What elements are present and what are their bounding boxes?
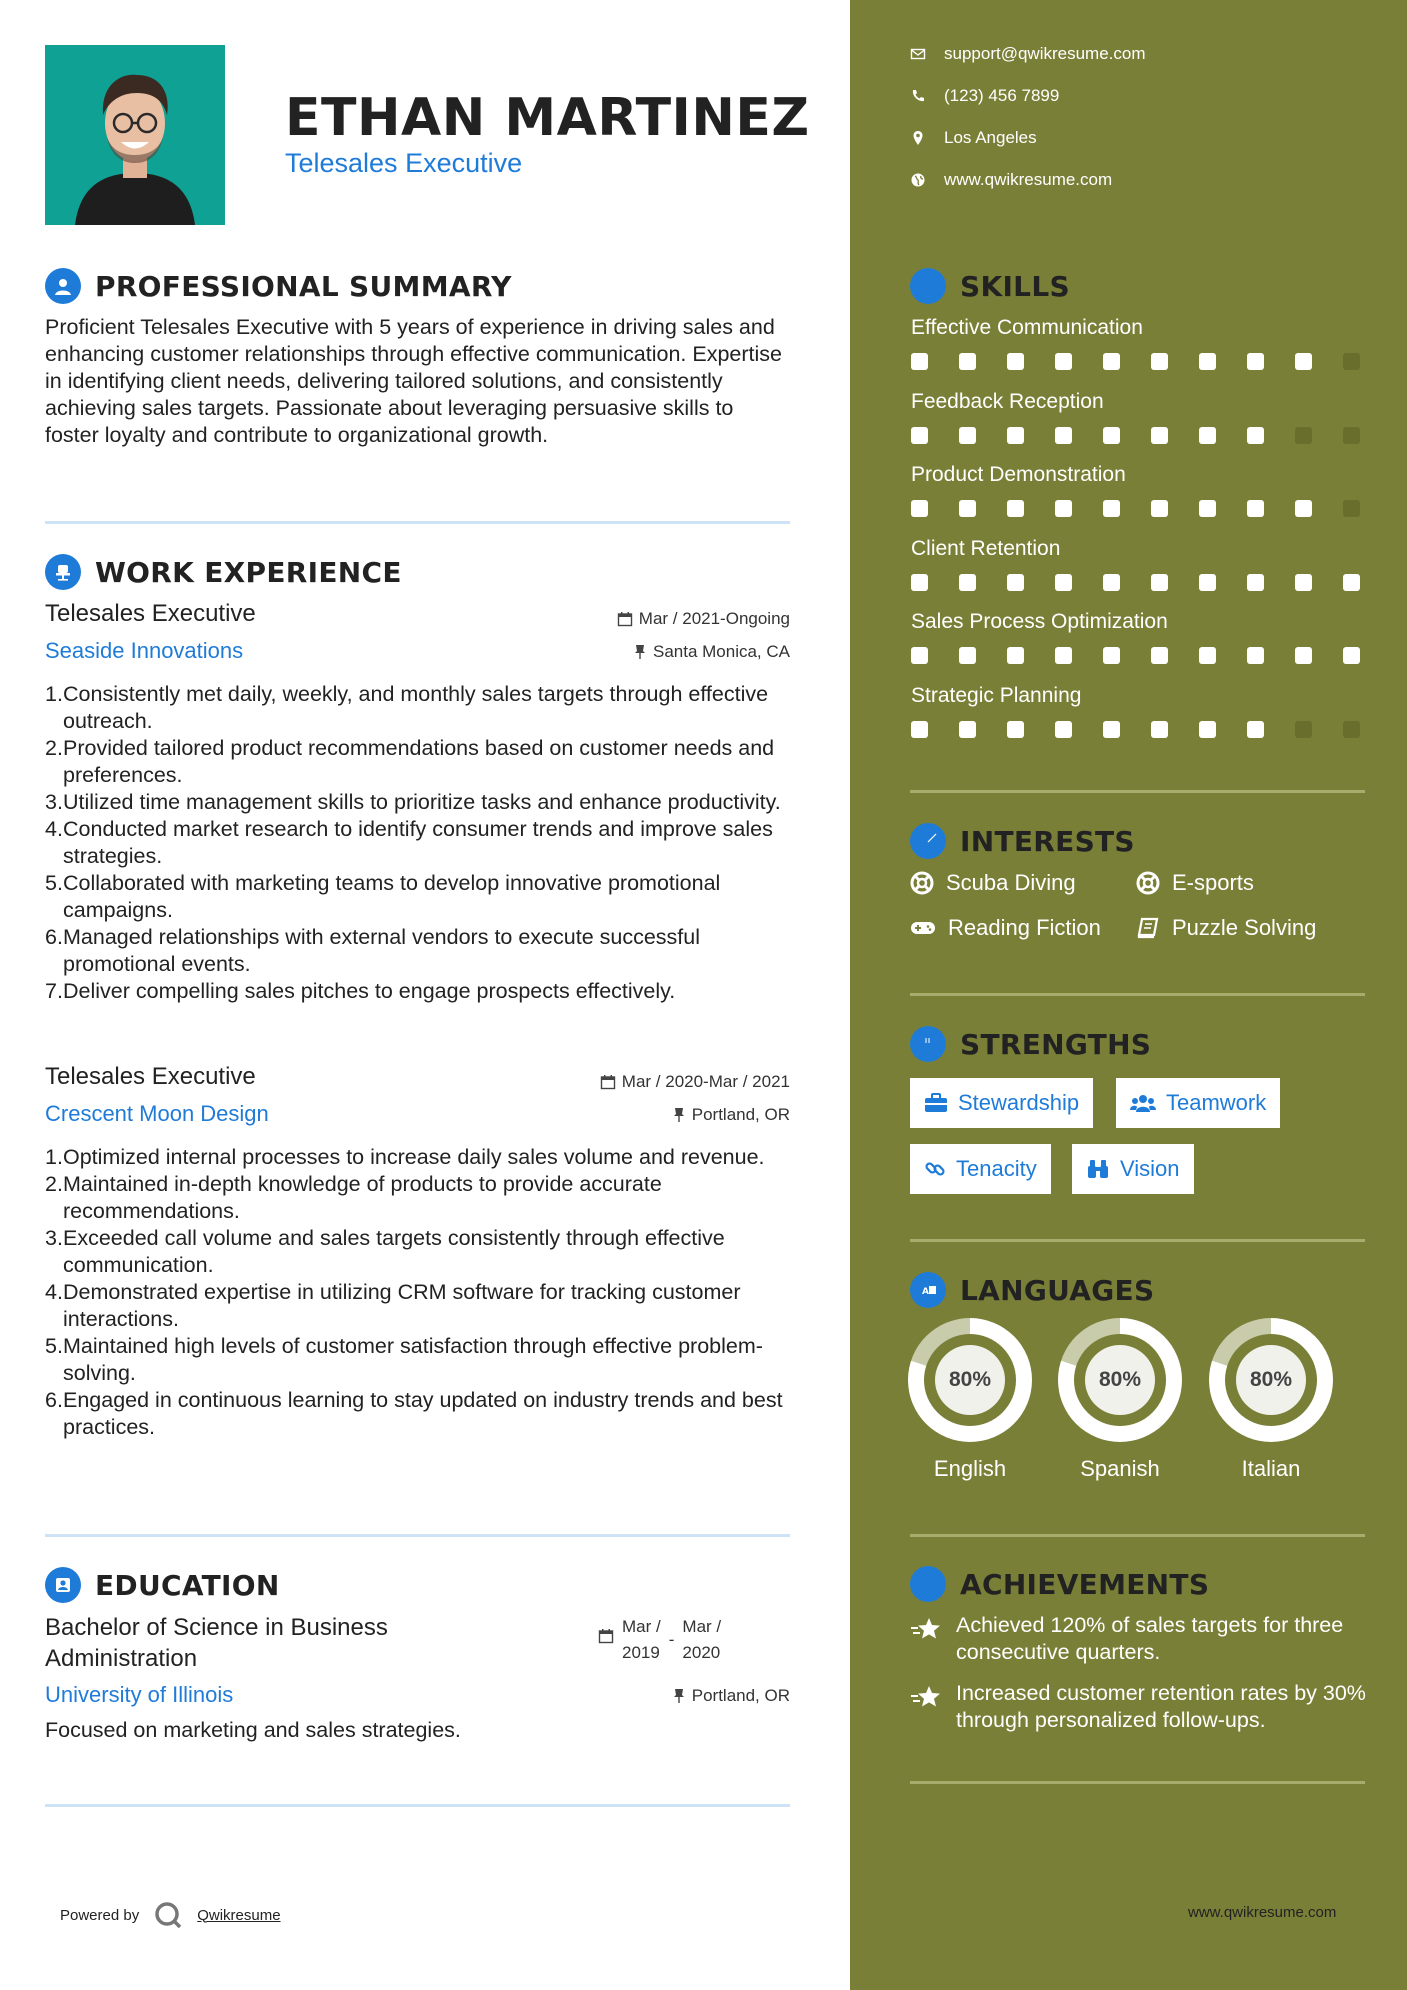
interests-title: INTERESTS <box>960 824 1135 858</box>
rating-dot-filled <box>959 574 976 591</box>
rating-dot-filled <box>1295 353 1312 370</box>
pin-icon <box>672 1688 686 1704</box>
summary-text: Proficient Telesales Executive with 5 years of experience in driving sales and enhancing customer relationships through effective communication. Expertise in identifying client needs, delivering tailored solutions, and consistently achieving sales targets. Passionate about leveraging persuasive skills to foster loyalty and contribute to organizational growth. <box>45 315 782 447</box>
translate-icon <box>910 1272 946 1308</box>
life-ring-icon <box>1136 871 1160 895</box>
star-badge-icon <box>910 1566 946 1602</box>
education-end: Mar / 2020 <box>682 1617 722 1662</box>
list-item: 5. Collaborated with marketing teams to develop innovative promotional campaigns. <box>45 871 721 922</box>
list-item: 4. Conducted market research to identify consumer trends and improve sales strategies. <box>45 817 773 868</box>
skill-rating <box>911 721 1360 738</box>
rating-dot-filled <box>959 427 976 444</box>
rating-dot-filled <box>1199 721 1216 738</box>
calendar-icon <box>598 1628 614 1644</box>
skill-rating <box>911 647 1360 664</box>
rating-dot-filled <box>1007 574 1024 591</box>
language-item <box>1209 1318 1333 1482</box>
language-name: English <box>933 1456 1007 1481</box>
rating-dot-filled <box>911 353 928 370</box>
profile-photo <box>45 45 225 225</box>
achievement-item: Achieved 120% of sales targets for three consecutive quarters. <box>910 1612 1370 1666</box>
user-icon <box>45 268 81 304</box>
language-item <box>1058 1318 1182 1482</box>
language-ring: 80% <box>908 1318 1032 1442</box>
rating-dot-filled <box>911 500 928 517</box>
rating-dot-filled <box>1247 353 1264 370</box>
rating-dot-filled <box>1199 353 1216 370</box>
rating-dot-filled <box>1103 647 1120 664</box>
fist-icon <box>910 1026 946 1062</box>
rating-dot-filled <box>1007 353 1024 370</box>
globe-icon <box>910 172 926 188</box>
rating-dot-filled <box>1247 500 1264 517</box>
job-dates <box>600 1072 790 1092</box>
job-location-text: Portland, OR <box>691 1105 790 1124</box>
rating-dot-filled <box>1199 574 1216 591</box>
list-item: 6. Managed relationships with external vendors to execute successful promotional events. <box>45 925 700 976</box>
skill-rating <box>911 353 1360 370</box>
rating-dot-filled <box>1103 353 1120 370</box>
education-university: University of Illinois <box>45 1682 234 1707</box>
strength-tag: Teamwork <box>1116 1078 1280 1128</box>
list-item: 6. Engaged in continuous learning to stay updated on industry trends and best practices. <box>45 1388 783 1439</box>
svg-text:A: A <box>922 1287 929 1297</box>
rating-dot-filled <box>911 647 928 664</box>
job-title: Telesales Executive <box>45 600 256 627</box>
education-date-separator: - <box>668 1630 675 1649</box>
experience-title: WORK EXPERIENCE <box>95 555 402 589</box>
rating-dot-empty <box>1343 353 1360 370</box>
contact-website[interactable]: www.qwikresume.com <box>910 170 1112 190</box>
qwikresume-logo-icon <box>153 1900 183 1930</box>
rating-dot-filled <box>1151 721 1168 738</box>
divider <box>910 1239 1365 1242</box>
experience-heading <box>45 554 402 590</box>
calendar-icon <box>600 1074 616 1090</box>
skill-rating <box>911 427 1360 444</box>
lightbulb-icon <box>910 268 946 304</box>
rating-dot-filled <box>1103 427 1120 444</box>
candidate-role: Telesales Executive <box>285 148 523 178</box>
graduate-icon <box>45 1567 81 1603</box>
summary-heading <box>45 268 512 304</box>
book-icon <box>1136 916 1160 940</box>
job-duties-list <box>45 1144 790 1441</box>
rating-dot-empty <box>1343 500 1360 517</box>
education-dates <box>598 1614 721 1666</box>
rating-dot-filled <box>1151 500 1168 517</box>
strength-tag: Vision <box>1072 1144 1194 1194</box>
job-location <box>672 1105 790 1125</box>
skills-title: SKILLS <box>960 269 1070 303</box>
strengths-heading <box>910 1026 1151 1062</box>
divider <box>910 790 1365 793</box>
list-item: 4. Demonstrated expertise in utilizing CRM software for tracking customer interactions. <box>45 1280 741 1331</box>
rating-dot-filled <box>1055 353 1072 370</box>
rating-dot-filled <box>1055 427 1072 444</box>
phone-icon <box>910 88 926 104</box>
achievements-title: ACHIEVEMENTS <box>960 1567 1210 1601</box>
chair-icon <box>45 554 81 590</box>
rating-dot-filled <box>1247 647 1264 664</box>
person-portrait-icon <box>45 45 225 225</box>
list-item: 7. Deliver compelling sales pitches to engage prospects effectively. <box>45 979 676 1003</box>
rating-dot-filled <box>1103 574 1120 591</box>
star-icon <box>910 1616 942 1642</box>
pin-icon <box>633 644 647 660</box>
strengths-title: STRENGTHS <box>960 1027 1152 1061</box>
job-dates-text: Mar / 2020-Mar / 2021 <box>621 1072 790 1091</box>
skill-name: Strategic Planning <box>911 684 1082 707</box>
rating-dot-empty <box>1295 427 1312 444</box>
language-ring: 80% <box>1058 1318 1182 1442</box>
rating-dot-filled <box>1247 721 1264 738</box>
life-ring-icon <box>910 871 934 895</box>
job-company: Seaside Innovations <box>45 638 244 663</box>
skill-rating <box>911 574 1360 591</box>
languages-title: LANGUAGES <box>960 1273 1155 1307</box>
link-icon <box>924 1158 946 1180</box>
footer-site[interactable]: www.qwikresume.com <box>1188 1904 1337 1921</box>
rating-dot-filled <box>1199 427 1216 444</box>
rating-dot-filled <box>1151 574 1168 591</box>
rating-dot-empty <box>1295 721 1312 738</box>
divider <box>45 1804 790 1807</box>
summary-title: PROFESSIONAL SUMMARY <box>95 269 512 303</box>
interests-heading <box>910 823 1135 859</box>
language-name: Italian <box>1241 1456 1301 1481</box>
rating-dot-filled <box>1055 721 1072 738</box>
job-dates-text: Mar / 2021-Ongoing <box>638 609 790 628</box>
interest-item: Scuba Diving <box>910 870 1076 896</box>
achievements-heading <box>910 1566 1209 1602</box>
skill-name: Product Demonstration <box>911 463 1126 486</box>
rating-dot-filled <box>1343 574 1360 591</box>
rating-dot-filled <box>1103 500 1120 517</box>
list-item: 1. Consistently met daily, weekly, and monthly sales targets through effective outreach. <box>45 682 769 733</box>
paper-plane-icon <box>910 823 946 859</box>
skills-heading <box>910 268 1070 304</box>
rating-dot-filled <box>1295 500 1312 517</box>
rating-dot-filled <box>1151 427 1168 444</box>
language-name: Spanish <box>1080 1456 1160 1481</box>
education-location-text: Portland, OR <box>691 1686 790 1705</box>
pin-icon <box>672 1107 686 1123</box>
rating-dot-filled <box>1295 647 1312 664</box>
rating-dot-filled <box>1343 647 1360 664</box>
users-icon <box>1130 1093 1156 1113</box>
job-location <box>633 642 790 662</box>
rating-dot-filled <box>1151 647 1168 664</box>
skill-name: Sales Process Optimization <box>911 610 1168 633</box>
job-company: Crescent Moon Design <box>45 1101 269 1126</box>
rating-dot-filled <box>1103 721 1120 738</box>
powered-by <box>60 1900 281 1930</box>
job-dates <box>617 609 790 629</box>
divider <box>45 521 790 524</box>
powered-by-label: Powered by <box>60 1906 140 1924</box>
rating-dot-empty <box>1343 427 1360 444</box>
rating-dot-filled <box>1007 721 1024 738</box>
language-item <box>908 1318 1032 1482</box>
envelope-icon <box>910 46 926 62</box>
education-heading <box>45 1567 280 1603</box>
rating-dot-filled <box>1055 647 1072 664</box>
binoculars-icon <box>1086 1158 1110 1180</box>
list-item: 5. Maintained high levels of customer satisfaction through effective problem-solving. <box>45 1334 763 1385</box>
rating-dot-filled <box>1247 574 1264 591</box>
job-title: Telesales Executive <box>45 1063 256 1090</box>
rating-dot-filled <box>1295 574 1312 591</box>
list-item: 3. Exceeded call volume and sales targets consistently through effective communication. <box>45 1226 725 1277</box>
list-item: 2. Maintained in-depth knowledge of products to provide accurate recommendations. <box>45 1172 662 1223</box>
rating-dot-filled <box>911 721 928 738</box>
rating-dot-filled <box>1055 500 1072 517</box>
rating-dot-filled <box>1151 353 1168 370</box>
contact-location: Los Angeles <box>910 128 1037 148</box>
rating-dot-filled <box>911 574 928 591</box>
contact-phone[interactable]: (123) 456 7899 <box>910 86 1059 106</box>
rating-dot-filled <box>1007 500 1024 517</box>
languages-heading <box>910 1272 1154 1308</box>
skill-name: Effective Communication <box>911 316 1143 339</box>
rating-dot-filled <box>1055 574 1072 591</box>
education-description: Focused on marketing and sales strategies. <box>45 1718 461 1742</box>
list-item: 1. Optimized internal processes to increase daily sales volume and revenue. <box>45 1145 765 1169</box>
qwikresume-link[interactable]: Qwikresume <box>197 1906 281 1924</box>
job-duties-list <box>45 681 790 1005</box>
education-start: Mar / 2019 <box>622 1617 661 1662</box>
rating-dot-filled <box>1247 427 1264 444</box>
candidate-name: ETHAN MARTINEZ <box>285 88 810 148</box>
divider <box>45 1534 790 1537</box>
interest-item: Puzzle Solving <box>1136 915 1316 941</box>
rating-dot-filled <box>1007 647 1024 664</box>
briefcase-icon <box>924 1093 948 1113</box>
strength-tag: Tenacity <box>910 1144 1051 1194</box>
divider <box>910 1781 1365 1784</box>
education-degree: Bachelor of Science in Business Administration <box>45 1614 388 1672</box>
education-location <box>672 1686 790 1706</box>
skill-name: Feedback Reception <box>911 390 1104 413</box>
rating-dot-filled <box>911 427 928 444</box>
list-item: 3. Utilized time management skills to prioritize tasks and enhance productivity. <box>45 790 781 814</box>
skill-name: Client Retention <box>911 537 1061 560</box>
rating-dot-filled <box>1007 427 1024 444</box>
rating-dot-filled <box>959 721 976 738</box>
map-marker-icon <box>910 130 926 146</box>
interest-item: E-sports <box>1136 870 1254 896</box>
rating-dot-filled <box>959 353 976 370</box>
star-icon <box>910 1684 942 1710</box>
contact-email[interactable]: support@qwikresume.com <box>910 44 1146 64</box>
divider <box>910 993 1365 996</box>
job-location-text: Santa Monica, CA <box>652 642 790 661</box>
interest-item: Reading Fiction <box>910 915 1101 941</box>
education-title: EDUCATION <box>95 1568 280 1602</box>
rating-dot-empty <box>1343 721 1360 738</box>
gamepad-icon <box>910 918 936 938</box>
calendar-icon <box>617 611 633 627</box>
strength-tag: Stewardship <box>910 1078 1093 1128</box>
rating-dot-filled <box>959 500 976 517</box>
achievement-item: Increased customer retention rates by 30% through personalized follow-ups. <box>910 1680 1370 1734</box>
list-item: 2. Provided tailored product recommendations based on customer needs and preferences. <box>45 736 775 787</box>
rating-dot-filled <box>1199 500 1216 517</box>
rating-dot-filled <box>959 647 976 664</box>
language-ring: 80% <box>1209 1318 1333 1442</box>
rating-dot-filled <box>1199 647 1216 664</box>
divider <box>910 1534 1365 1537</box>
skill-rating <box>911 500 1360 517</box>
